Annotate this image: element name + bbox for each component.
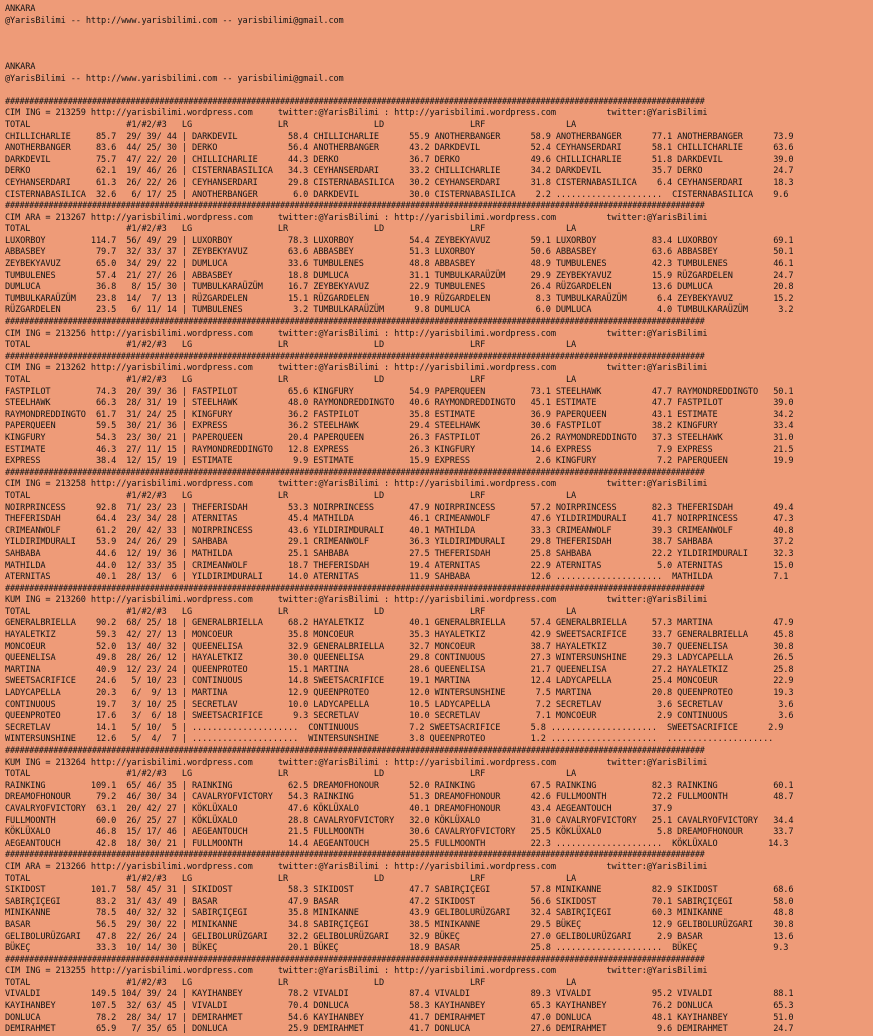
section-separator: ################################################################################################################################################# [5,317,705,328]
result-row: FULLMOONTH 60.0 26/ 25/ 27 | KÖKLÜXALO 28.8 CAVALRYOFVICTORY 32.0 KÖKLÜXALO 31.0 CAVALRYOFVICTORY 25.1 CAVALRYOFVICTORY 34.4 [5,815,794,826]
result-row: ESTIMATE 46.3 27/ 11/ 15 | RAYMONDREDDINGTO 12.8 EXPRESS 26.3 KINGFURY 14.6 EXPRESS 7.9 EXPRESS 21.5 [5,444,794,455]
result-row: SWEETSACRIFICE 24.6 5/ 10/ 23 | CONTINUOUS 14.8 SWEETSACRIFICE 19.1 MARTINA 12.4 LADYCAPELLA 25.4 MONCOEUR 22.9 [5,676,794,687]
result-row: TUMBULENES 57.4 21/ 27/ 26 | ABBASBEY 18.8 DUMLUCA 31.1 TUMBULKARAÜZÜM 29.9 ZEYBEKYAVUZ 15.9 RÜZGARDELEN 24.7 [5,270,794,281]
race-header-line: KUM ING = 213264 http://yarisbilimi.wordpress.com twitter:@YarisBilimi : http://yarisbilimi.wordpress.com twitter:@YarisBilimi [5,757,708,768]
result-row: MATHILDA 44.0 12/ 33/ 35 | CRIMEANWOLF 18.7 THEFERISDAH 19.4 ATERNITAS 22.9 ATERNITAS 5.0 ATERNITAS 15.0 [5,560,794,571]
section-separator: ################################################################################################################################################# [5,746,705,756]
result-row: EXPRESS 38.4 12/ 15/ 19 | ESTIMATE 9.9 ESTIMATE 15.9 EXPRESS 2.6 KINGFURY 7.2 PAPERQUEEN 19.9 [5,456,794,467]
spacer [5,39,873,51]
race-header-line: KUM ING = 213260 http://yarisbilimi.wordpress.com twitter:@YarisBilimi : http://yarisbilimi.wordpress.com twitter:@YarisBilimi [5,595,708,606]
result-row: MARTINA 40.9 12/ 23/ 24 | QUEENPROTEO 15.1 MARTINA 28.6 QUEENELISA 21.7 QUEENELISA 27.2 HAYALETKIZ 25.8 [5,664,794,675]
result-row: GELIBOLURÜZGARI 47.8 22/ 26/ 24 | GELIBOLURÜZGARI 32.2 GELIBOLURÜZGARI 32.9 BÜKEÇ 27.0 GELIBOLURÜZGARI 2.9 BASAR 13.6 [5,931,794,942]
city-heading: ANKARA [5,4,36,14]
result-row: ANOTHERBANGER 83.6 44/ 25/ 30 | DERKO 56.4 ANOTHERBANGER 43.2 DARKDEVIL 52.4 CEYHANSERDARI 58.1 CHILLICHARLIE 63.6 [5,143,794,154]
column-header-line: TOTAL #1/#2/#3 LG LR LD LRF LA [5,375,577,385]
section-separator: ################################################################################################################################################# [5,96,705,107]
result-row: RÜZGARDELEN 23.5 6/ 11/ 14 | TUMBULENES 3.2 TUMBULKARAÜZÜM 9.8 DUMLUCA 6.0 DUMLUCA 4.0 TUMBULKARAÜZÜM 3.2 [5,305,794,316]
result-row: LADYCAPELLA 20.3 6/ 9/ 13 | MARTINA 12.9 QUEENPROTEO 12.0 WINTERSUNSHINE 7.5 MARTINA 20.8 QUEENPROTEO 19.3 [5,688,794,699]
contact-line: @YarisBilimi -- http://www.yarisbilimi.com -- yarisbilimi@gmail.com [5,73,344,84]
result-row: DUMLUCA 36.8 8/ 15/ 30 | TUMBULKARAÜZÜM 16.7 ZEYBEKYAVUZ 22.9 TUMBULENES 26.4 RÜZGARDELEN 13.6 DUMLUCA 20.8 [5,282,794,293]
column-header-line: TOTAL #1/#2/#3 LG LR LD LRF LA [5,769,577,780]
result-row: VIVALDI 149.5 104/ 39/ 24 | KAYIHANBEY 78.2 VIVALDI 87.4 VIVALDI 89.3 VIVALDI 95.2 VIVALDI 88.1 [5,989,794,1000]
result-row: KAYIHANBEY 107.5 32/ 63/ 45 | VIVALDI 70.4 DONLUCA 58.3 KAYIHANBEY 65.3 KAYIHANBEY 76.2 DONLUCA 65.3 [5,1001,794,1012]
result-row: DREAMOFHONOUR 79.2 46/ 30/ 34 | CAVALRYOFVICTORY 54.3 RAINKING 51.3 DREAMOFHONOUR 42.6 FULLMOONTH 72.2 FULLMOONTH 48.7 [5,792,794,803]
result-row: AEGEANTOUCH 42.8 18/ 30/ 21 | FULLMOONTH 14.4 AEGEANTOUCH 25.5 FULLMOONTH 22.3 ..................... KÖKLÜXALO 14.3 [5,838,789,849]
section-separator: ################################################################################################################################################# [5,351,705,362]
spacer [5,50,873,62]
race-header-line: CIM ARA = 213267 http://yarisbilimi.wordpress.com twitter:@YarisBilimi : http://yarisbilimi.wordpress.com twitter:@YarisBilimi [5,212,708,223]
race-header-line: CIM ING = 213255 http://yarisbilimi.wordpress.com twitter:@YarisBilimi : http://yarisbilimi.wordpress.com twitter:@YarisBilimi [5,966,708,977]
result-row: FASTPILOT 74.3 20/ 39/ 36 | FASTPILOT 65.6 KINGFURY 54.9 PAPERQUEEN 73.1 STEELHAWK 47.7 RAYMONDREDDINGTO 50.1 [5,386,794,397]
result-row: TUMBULKARAÜZÜM 23.8 14/ 7/ 13 | RÜZGARDELEN 15.1 RÜZGARDELEN 10.9 RÜZGARDELEN 8.3 TUMBULKARAÜZÜM 6.4 ZEYBEKYAVUZ 15.2 [5,293,794,304]
section-separator: ################################################################################################################################################# [5,201,705,212]
result-row: LUXORBOY 114.7 56/ 49/ 29 | LUXORBOY 78.3 LUXORBOY 54.4 ZEYBEKYAVUZ 59.1 LUXORBOY 83.4 LUXORBOY 69.1 [5,235,794,246]
spacer [5,27,873,39]
section-separator: ################################################################################################################################################# [5,954,705,965]
race-header-line: CIM ING = 213259 http://yarisbilimi.wordpress.com twitter:@YarisBilimi : http://yarisbilimi.wordpress.com twitter:@YarisBilimi [5,108,708,119]
spacer [5,85,873,97]
race-header-line: CIM ING = 213258 http://yarisbilimi.wordpress.com twitter:@YarisBilimi : http://yarisbilimi.wordpress.com twitter:@YarisBilimi [5,479,708,490]
column-header-line: TOTAL #1/#2/#3 LG LR LD LRF LA [5,873,577,884]
result-row: GENERALBRIELLA 90.2 68/ 25/ 18 | GENERALBRIELLA 68.2 HAYALETKIZ 40.1 GENERALBRIELLA 57.4 GENERALBRIELLA 57.3 MARTINA 47.9 [5,618,794,629]
result-row: RAINKING 109.1 65/ 46/ 35 | RAINKING 62.5 DREAMOFHONOUR 52.0 RAINKING 67.5 RAINKING 82.3 RAINKING 60.1 [5,780,794,791]
column-header-line: TOTAL #1/#2/#3 LG LR LD LRF LA [5,119,577,130]
result-row: THEFERISDAH 64.4 23/ 34/ 28 | ATERNITAS 45.4 MATHILDA 46.1 CRIMEANWOLF 47.6 YILDIRIMDURALI 41.7 NOIRPRINCESS 47.3 [5,514,794,525]
result-row: CONTINUOUS 19.7 3/ 10/ 25 | SECRETLAV 10.0 LADYCAPELLA 10.5 LADYCAPELLA 7.2 SECRETLAV 3.6 SECRETLAV 3.6 [5,699,794,710]
city-heading: ANKARA [5,61,36,72]
result-row: BÜKEÇ 33.3 10/ 14/ 30 | BÜKEÇ 20.1 BÜKEÇ 18.9 BASAR 25.8 ..................... BÜKEÇ 9.3 [5,943,789,954]
result-row: DEMIRAHMET 65.9 7/ 35/ 65 | DONLUCA 25.9 DEMIRAHMET 41.7 DONLUCA 27.6 DEMIRAHMET 9.6 DEMIRAHMET 24.7 [5,1024,794,1035]
result-row: STEELHAWK 66.3 28/ 31/ 19 | STEELHAWK 48.0 RAYMONDREDDINGTO 40.6 RAYMONDREDDINGTO 45.1 ESTIMATE 47.7 FASTPILOT 39.0 [5,398,794,409]
race-header-line: CIM ING = 213262 http://yarisbilimi.wordpress.com twitter:@YarisBilimi : http://yarisbilimi.wordpress.com twitter:@YarisBilimi [5,363,708,374]
result-row: SIKIDOST 101.7 58/ 45/ 31 | SIKIDOST 58.3 SIKIDOST 47.7 SABIRÇIÇEGI 57.8 MINIKANNE 82.9 SIKIDOST 68.6 [5,885,794,896]
result-row: ABBASBEY 79.7 32/ 33/ 37 | ZEYBEKYAVUZ 63.6 ABBASBEY 51.3 LUXORBOY 50.6 ABBASBEY 63.6 ABBASBEY 50.1 [5,247,794,258]
result-row: SABIRÇIÇEGI 83.2 31/ 43/ 49 | BASAR 47.9 BASAR 47.2 SIKIDOST 56.6 SIKIDOST 70.1 SABIRÇIÇEGI 58.0 [5,896,794,907]
column-header-line: TOTAL #1/#2/#3 LG LR LD LRF LA [5,606,577,617]
result-row: CAVALRYOFVICTORY 63.1 20/ 42/ 27 | KÖKLÜXALO 47.6 KÖKLÜXALO 40.1 DREAMOFHONOUR 43.4 AEGEANTOUCH 37.9 [5,803,673,814]
result-row: BASAR 56.5 29/ 30/ 22 | MINIKANNE 34.8 SABIRÇIÇEGI 38.5 MINIKANNE 29.5 BÜKEÇ 12.9 GELIBOLURÜZGARI 30.8 [5,919,794,930]
race-header-line: CIM ARA = 213266 http://yarisbilimi.wordpress.com twitter:@YarisBilimi : http://yarisbilimi.wordpress.com twitter:@YarisBilimi [5,861,708,872]
result-row: QUEENELISA 49.8 28/ 26/ 12 | HAYALETKIZ 30.0 QUEENELISA 29.8 CONTINUOUS 27.3 WINTERSUNSHINE 29.3 LADYCAPELLA 26.5 [5,653,794,664]
race-header-line: CIM ING = 213256 http://yarisbilimi.wordpress.com twitter:@YarisBilimi : http://yarisbilimi.wordpress.com twitter:@YarisBilimi [5,328,708,339]
contact-line: @YarisBilimi -- http://www.yarisbilimi.com -- yarisbilimi@gmail.com [5,15,344,26]
section-separator: ################################################################################################################################################# [5,850,705,861]
result-row: RAYMONDREDDINGTO 61.7 31/ 24/ 25 | KINGFURY 36.2 FASTPILOT 35.8 ESTIMATE 36.9 PAPERQUEEN 43.1 ESTIMATE 34.2 [5,409,794,420]
section-separator: ################################################################################################################################################# [5,583,705,594]
race-tables [5,108,873,1036]
result-row: PAPERQUEEN 59.5 30/ 21/ 36 | EXPRESS 36.2 STEELHAWK 29.4 STEELHAWK 30.6 FASTPILOT 38.2 KINGFURY 33.4 [5,421,794,432]
result-row: KÖKLÜXALO 46.8 15/ 17/ 46 | AEGEANTOUCH 21.5 FULLMOONTH 30.6 CAVALRYOFVICTORY 25.5 KÖKLÜXALO 5.8 DREAMOFHONOUR 33.7 [5,827,794,838]
column-header-line: TOTAL #1/#2/#3 LG LR LD LRF LA [5,490,577,501]
result-row: CISTERNABASILICA 32.6 6/ 17/ 25 | ANOTHERBANGER 6.0 DARKDEVIL 30.0 CISTERNABASILICA 2.2 ..................... CISTERNABASILICA 9.6 [5,189,789,200]
column-header-line: TOTAL #1/#2/#3 LG LR LD LRF LA [5,340,577,351]
result-row: MINIKANNE 78.5 40/ 32/ 32 | SABIRÇIÇEGI 35.8 MINIKANNE 43.9 GELIBOLURÜZGARI 32.4 SABIRÇIÇEGI 60.3 MINIKANNE 48.8 [5,908,794,919]
result-row: SECRETLAV 14.1 5/ 10/ 5 | ..................... CONTINUOUS 7.2 SWEETSACRIFICE 5.8 ..................... SWEETSACRIFICE 2.9 [5,722,784,733]
result-row: DARKDEVIL 75.7 47/ 22/ 20 | CHILLICHARLIE 44.3 DERKO 36.7 DERKO 49.6 CHILLICHARLIE 51.8 DARKDEVIL 39.0 [5,154,794,165]
result-row: CHILLICHARLIE 85.7 29/ 39/ 44 | DARKDEVIL 58.4 CHILLICHARLIE 55.9 ANOTHERBANGER 58.9 ANOTHERBANGER 77.1 ANOTHERBANGER 73.9 [5,131,794,142]
result-row: NOIRPRINCESS 92.8 71/ 23/ 23 | THEFERISDAH 53.3 NOIRPRINCESS 47.9 NOIRPRINCESS 57.2 NOIRPRINCESS 82.3 THEFERISDAH 49.4 [5,502,794,513]
result-row: DONLUCA 78.2 28/ 34/ 17 | DEMIRAHMET 54.6 KAYIHANBEY 41.7 DEMIRAHMET 47.0 DONLUCA 48.1 KAYIHANBEY 51.0 [5,1012,794,1023]
result-row: ATERNITAS 40.1 28/ 13/ 6 | YILDIRIMDURALI 14.0 ATERNITAS 11.9 SAHBABA 12.6 ..................... MATHILDA 7.1 [5,572,789,583]
result-row: QUEENPROTEO 17.6 3/ 6/ 18 | SWEETSACRIFICE 9.3 SECRETLAV 10.0 SECRETLAV 7.1 MONCOEUR 2.9 CONTINUOUS 3.6 [5,711,794,722]
result-row: CRIMEANWOLF 61.2 20/ 42/ 33 | NOIRPRINCESS 43.6 YILDIRIMDURALI 40.1 MATHILDA 33.3 CRIMEANWOLF 39.3 CRIMEANWOLF 40.8 [5,525,794,536]
section-separator: ################################################################################################################################################# [5,467,705,478]
result-row: SAHBABA 44.6 12/ 19/ 36 | MATHILDA 25.1 SAHBABA 27.5 THEFERISDAH 25.8 SAHBABA 22.2 YILDIRIMDURALI 32.3 [5,548,794,559]
result-row: HAYALETKIZ 59.3 42/ 27/ 13 | MONCOEUR 35.8 MONCOEUR 35.3 HAYALETKIZ 42.9 SWEETSACRIFICE 33.7 GENERALBRIELLA 45.8 [5,630,794,641]
result-row: MONCOEUR 52.0 13/ 40/ 32 | QUEENELISA 32.9 GENERALBRIELLA 32.7 MONCOEUR 38.7 HAYALETKIZ 30.7 QUEENELISA 30.8 [5,641,794,652]
column-header-line: TOTAL #1/#2/#3 LG LR LD LRF LA [5,224,577,235]
result-row: DERKO 62.1 19/ 46/ 26 | CISTERNABASILICA 34.3 CEYHANSERDARI 33.2 CHILLICHARLIE 34.2 DARKDEVIL 35.7 DERKO 24.7 [5,166,794,177]
result-row: CEYHANSERDARI 61.3 26/ 22/ 26 | CEYHANSERDARI 29.8 CISTERNABASILICA 30.2 CEYHANSERDARI 31.8 CISTERNABASILICA 6.4 CEYHANSERDARI 18.3 [5,177,794,188]
result-row: ZEYBEKYAVUZ 65.0 34/ 29/ 22 | DUMLUCA 33.6 TUMBULENES 48.8 ABBASBEY 48.9 TUMBULENES 42.3 TUMBULENES 46.1 [5,259,794,270]
result-row: KINGFURY 54.3 23/ 30/ 21 | PAPERQUEEN 20.4 PAPERQUEEN 26.3 FASTPILOT 26.2 RAYMONDREDDINGTO 37.3 STEELHAWK 31.0 [5,432,794,443]
column-header-line: TOTAL #1/#2/#3 LG LR LD LRF LA [5,977,577,988]
result-row: WINTERSUNSHINE 12.6 5/ 4/ 7 | ..................... WINTERSUNSHINE 3.8 QUEENPROTEO 1.2 ..................... ..................... [5,734,774,745]
result-row: YILDIRIMDURALI 53.9 24/ 26/ 29 | SAHBABA 29.1 CRIMEANWOLF 36.3 YILDIRIMDURALI 29.8 THEFERISDAH 38.7 SAHBABA 37.2 [5,537,794,548]
